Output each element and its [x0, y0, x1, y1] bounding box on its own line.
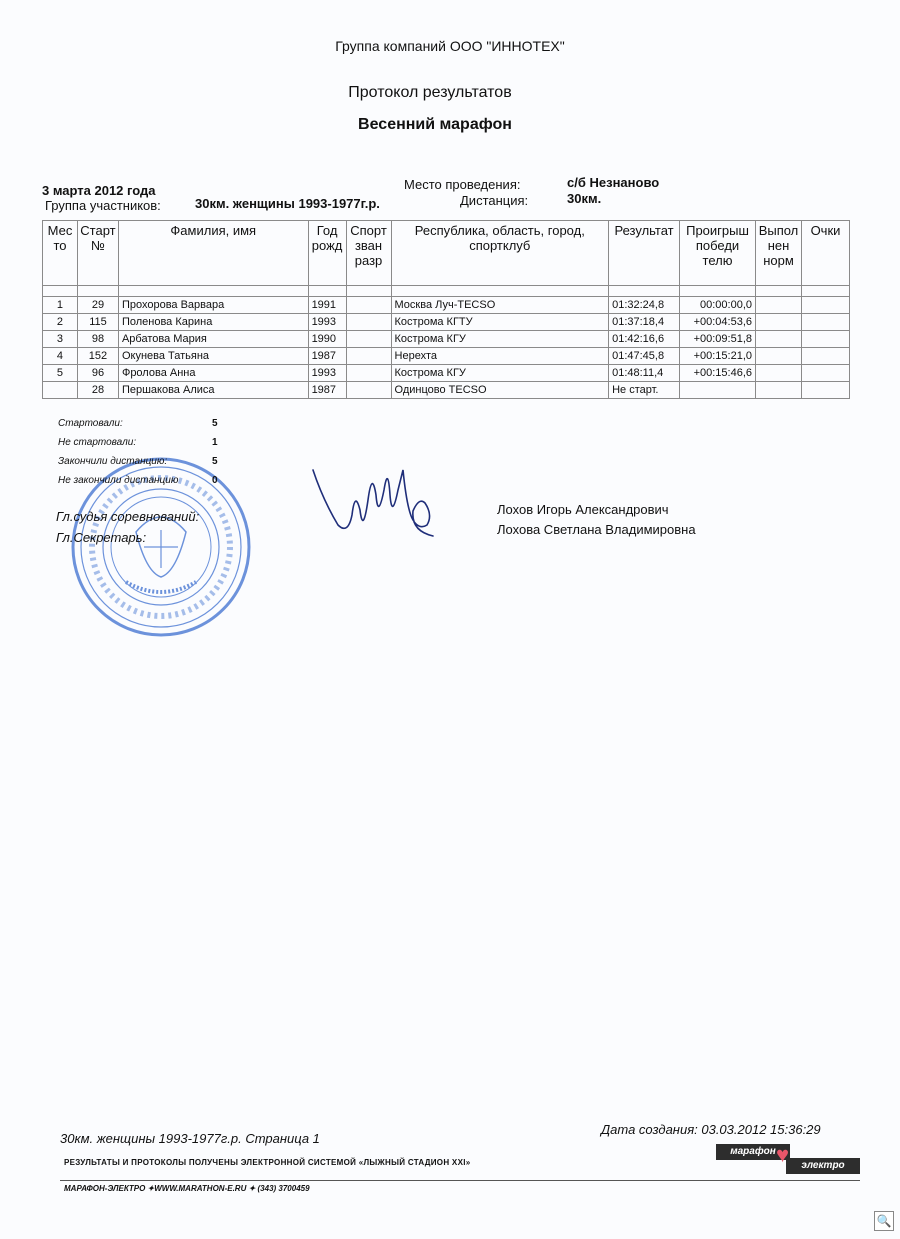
cell-points	[801, 382, 849, 399]
col-header-norm: Выпол нен норм	[756, 221, 802, 286]
document-type: Протокол результатов	[348, 84, 512, 101]
table-row	[43, 365, 850, 382]
cell-year: 1991	[308, 297, 346, 314]
cell-norm	[756, 331, 802, 348]
cell-points	[801, 365, 849, 382]
stat-started-value: 5	[212, 418, 218, 429]
col-header-place: Мес то	[43, 221, 78, 286]
table-row	[43, 331, 850, 348]
event-name: Весенний марафон	[358, 116, 512, 133]
cell-club: Кострома КГТУ	[391, 314, 609, 331]
col-header-name: Фамилия, имя	[118, 221, 308, 286]
cell-bib: 29	[77, 297, 118, 314]
cell-bib: 98	[77, 331, 118, 348]
chief-secretary-name: Лохова Светлана Владимировна	[497, 522, 696, 537]
cell-name: Окунева Татьяна	[118, 348, 308, 365]
cell-result: 01:37:18,4	[609, 314, 680, 331]
place-value: с/б Незнаново	[567, 175, 660, 190]
cell-result: 01:42:16,6	[609, 331, 680, 348]
chief-judge-label: Гл.судья соревнований:	[56, 509, 200, 524]
cell-norm	[756, 297, 802, 314]
col-header-points: Очки	[801, 221, 849, 286]
col-header-result: Результат	[609, 221, 680, 286]
footer-divider	[60, 1180, 860, 1181]
distance-label: Дистанция:	[460, 193, 529, 208]
cell-year: 1990	[308, 331, 346, 348]
event-date: 3 марта 2012 года	[42, 183, 156, 198]
cell-place: 3	[43, 331, 78, 348]
cell-year: 1987	[308, 382, 346, 399]
magnifier-icon[interactable]: 🔍	[874, 1211, 894, 1231]
cell-year: 1987	[308, 348, 346, 365]
group-value: 30км. женщины 1993-1977г.р.	[195, 196, 380, 211]
col-header-behind: Проигрыш победи телю	[680, 221, 756, 286]
cell-bib: 152	[77, 348, 118, 365]
cell-place: 2	[43, 314, 78, 331]
cell-result: Не старт.	[609, 382, 680, 399]
cell-points	[801, 314, 849, 331]
footer-system-line: РЕЗУЛЬТАТЫ И ПРОТОКОЛЫ ПОЛУЧЕНЫ ЭЛЕКТРОННОЙ СИСТЕМОЙ «ЛЫЖНЫЙ СТАДИОН XXI»	[64, 1158, 471, 1167]
cell-rank	[346, 331, 391, 348]
cell-club: Москва Луч-TECSO	[391, 297, 609, 314]
organization-title: Группа компаний ООО "ИННОТЕХ"	[335, 38, 565, 54]
cell-place: 1	[43, 297, 78, 314]
col-header-rank: Спорт зван разр	[346, 221, 391, 286]
heart-icon: ♥	[776, 1142, 790, 1167]
chief-secretary-label: Гл.Секретарь:	[56, 530, 147, 545]
logo-text-bottom: электро	[786, 1158, 860, 1174]
cell-name: Поленова Карина	[118, 314, 308, 331]
col-header-year: Год рожд	[308, 221, 346, 286]
cell-bib: 96	[77, 365, 118, 382]
cell-result: 01:48:11,4	[609, 365, 680, 382]
cell-place: 4	[43, 348, 78, 365]
cell-bib: 28	[77, 382, 118, 399]
cell-name: Першакова Алиса	[118, 382, 308, 399]
cell-club: Нерехта	[391, 348, 609, 365]
table-row	[43, 297, 850, 314]
cell-behind: +00:04:53,6	[680, 314, 756, 331]
group-label: Группа участников:	[45, 198, 161, 213]
col-header-club: Республика, область, город, спортклуб	[391, 221, 609, 286]
cell-rank	[346, 348, 391, 365]
table-row	[43, 348, 850, 365]
cell-rank	[346, 314, 391, 331]
cell-points	[801, 331, 849, 348]
stat-finished-label: Закончили дистанцию:	[58, 456, 168, 467]
table-row	[43, 314, 850, 331]
cell-behind: 00:00:00,0	[680, 297, 756, 314]
cell-points	[801, 348, 849, 365]
cell-bib: 115	[77, 314, 118, 331]
stat-not-started-value: 1	[212, 437, 218, 448]
cell-behind: +00:15:21,0	[680, 348, 756, 365]
cell-name: Арбатова Мария	[118, 331, 308, 348]
cell-behind	[680, 382, 756, 399]
marathon-electro-logo	[716, 1142, 862, 1176]
cell-result: 01:32:24,8	[609, 297, 680, 314]
stat-not-finished-label: Не закончили дистанцию	[58, 475, 179, 486]
cell-norm	[756, 314, 802, 331]
footer-contacts: МАРАФОН-ЭЛЕКТРО ✦WWW.MARATHON-E.RU ✦ (343) 3700459	[64, 1184, 310, 1193]
stat-not-started-label: Не стартовали:	[58, 437, 137, 448]
cell-norm	[756, 365, 802, 382]
signature	[305, 460, 440, 560]
table-row	[43, 382, 850, 399]
cell-result: 01:47:45,8	[609, 348, 680, 365]
results-table	[42, 220, 850, 399]
cell-rank	[346, 365, 391, 382]
cell-norm	[756, 348, 802, 365]
cell-club: Кострома КГУ	[391, 331, 609, 348]
stat-started-label: Стартовали:	[58, 418, 123, 429]
place-label: Место проведения:	[404, 177, 521, 192]
stat-finished-value: 5	[212, 456, 218, 467]
cell-name: Прохорова Варвара	[118, 297, 308, 314]
table-header-row	[43, 221, 850, 286]
cell-club: Кострома КГУ	[391, 365, 609, 382]
distance-value: 30км.	[567, 191, 602, 206]
cell-rank	[346, 382, 391, 399]
cell-points	[801, 297, 849, 314]
cell-rank	[346, 297, 391, 314]
cell-club: Одинцово TECSO	[391, 382, 609, 399]
footer-page-caption: 30км. женщины 1993-1977г.р. Страница 1	[60, 1131, 320, 1146]
footer-created-date: Дата создания: 03.03.2012 15:36:29	[601, 1122, 821, 1137]
cell-place: 5	[43, 365, 78, 382]
table-spacer-row	[43, 286, 850, 297]
stat-not-finished-value: 0	[212, 475, 218, 486]
col-header-bib: Старт №	[77, 221, 118, 286]
cell-behind: +00:09:51,8	[680, 331, 756, 348]
cell-norm	[756, 382, 802, 399]
cell-name: Фролова Анна	[118, 365, 308, 382]
logo-text-top: марафон	[716, 1144, 790, 1160]
chief-judge-name: Лохов Игорь Александрович	[497, 502, 669, 517]
cell-place	[43, 382, 78, 399]
cell-year: 1993	[308, 365, 346, 382]
cell-behind: +00:15:46,6	[680, 365, 756, 382]
cell-year: 1993	[308, 314, 346, 331]
